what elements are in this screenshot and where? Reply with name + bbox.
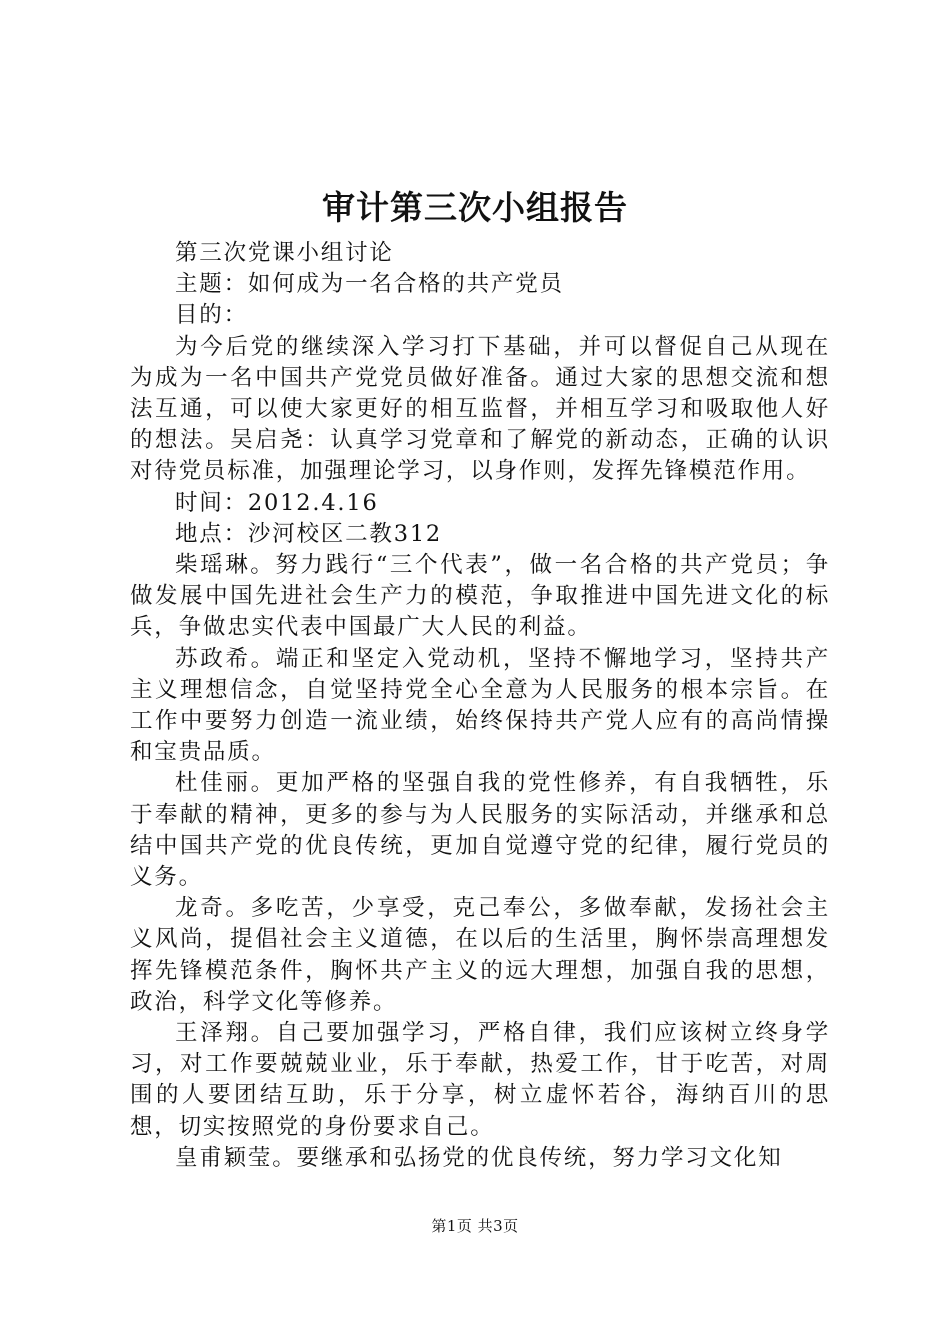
paragraph-purpose: 为今后党的继续深入学习打下基础，并可以督促自己从现在为成为一名中国共产党党员做好准备。通过大家的思想交流和想法互通，可以使大家更好的相互监督，并相互学习和吸取他人好的想法。吴启尧：认真学习党章和了解党的新动态，正确的认识对待党员标准，加强理论学习，以身作则，发挥先锋模范作用。 xyxy=(130,333,830,485)
document-title: 审计第三次小组报告 xyxy=(322,188,628,227)
paragraph-member: 王泽翔。自己要加强学习，严格自律，我们应该树立终身学习，对工作要兢兢业业，乐于奉献，热爱工作，甘于吃苦，对周围的人要团结互助，乐于分享，树立虚怀若谷，海纳百川的思想，切实按照党的身份要求自己。 xyxy=(130,1020,830,1140)
page-number-footer: 第1页 共3页 xyxy=(431,1217,519,1235)
paragraph-time: 时间：2012.4.16 xyxy=(175,489,379,516)
paragraph-theme: 主题：如何成为一名合格的共产党员 xyxy=(175,271,564,298)
paragraph-member: 龙奇。多吃苦，少享受，克己奉公，多做奉献，发扬社会主义风尚，提倡社会主义道德，在以后的生活里，胸怀崇高理想发挥先锋模范条件，胸怀共产主义的远大理想，加强自我的思想，政治，科学文化等修养。 xyxy=(130,895,830,1015)
paragraph-purpose-label: 目的： xyxy=(175,302,248,329)
paragraph-member: 苏政希。端正和坚定入党动机，坚持不懈地学习，坚持共产主义理想信念，自觉坚持党全心全意为人民服务的根本宗旨。在工作中要努力创造一流业绩，始终保持共产党人应有的高尚情操和宝贵品质。 xyxy=(130,645,830,766)
paragraph-session: 第三次党课小组讨论 xyxy=(175,240,394,266)
paragraph-member: 皇甫颖莹。要继承和弘扬党的优良传统，努力学习文化知 xyxy=(175,1144,783,1171)
paragraph-location: 地点：沙河校区二教312 xyxy=(175,520,443,547)
paragraph-member: 柴瑶琳。努力践行“三个代表”，做一名合格的共产党员；争做发展中国先进社会生产力的模范，争取推进中国先进文化的标兵，争做忠实代表中国最广大人民的利益。 xyxy=(130,552,830,641)
paragraph-member: 杜佳丽。更加严格的坚强自我的党性修养，有自我牺牲，乐于奉献的精神，更多的参与为人民服务的实际活动，并继承和总结中国共产党的优良传统，更加自觉遵守党的纪律，履行党员的义务。 xyxy=(130,770,830,891)
document-body xyxy=(130,238,830,1174)
